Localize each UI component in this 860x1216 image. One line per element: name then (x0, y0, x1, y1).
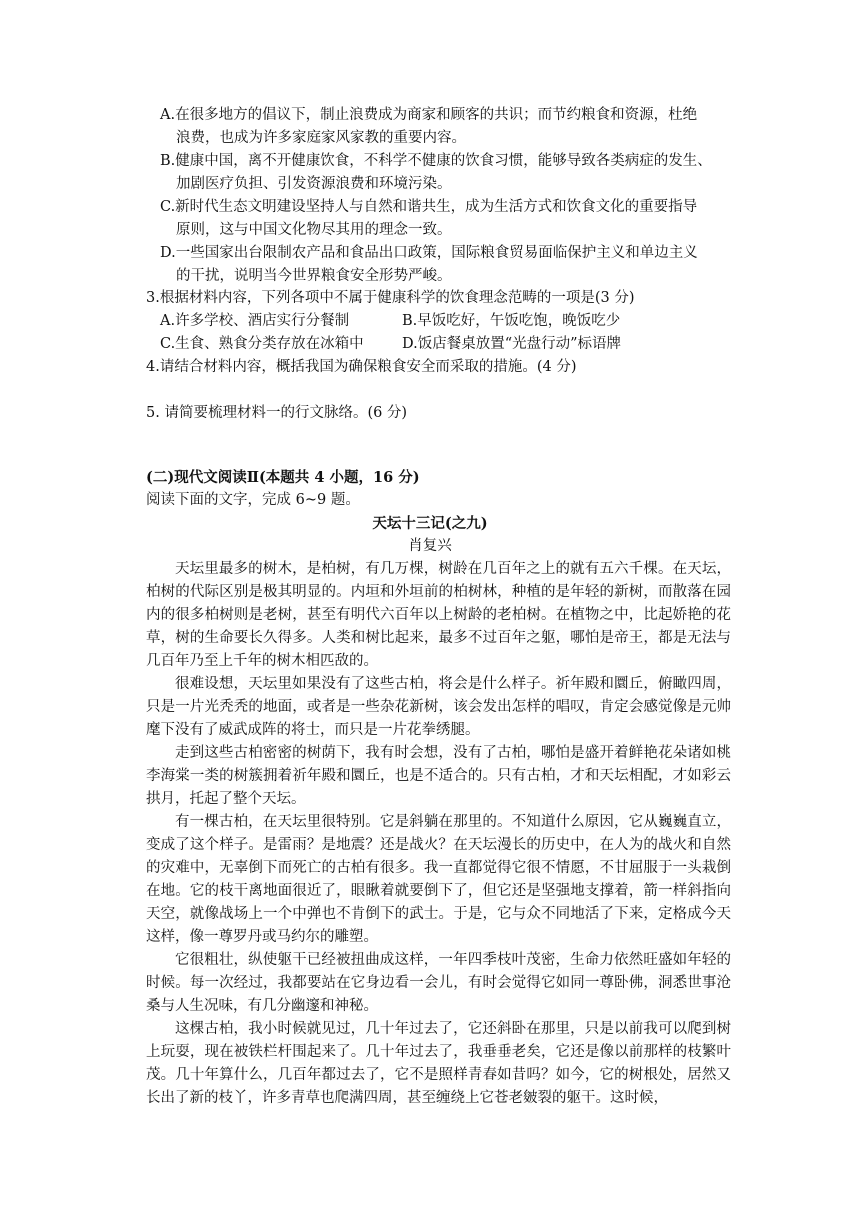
passage-paragraph: 它很粗壮，纵使躯干已经被扭曲成这样，一年四季枝叶茂密，生命力依然旺盛如年轻的时候。每一次经过，我都要站在它身边看一会儿，有时会觉得它如同一尊卧佛，洞悉世事沧桑与人生况味，有几分幽邃和神秘。 (146, 952, 731, 1014)
q2-option-c: C.新时代生态文明建设坚持人与自然和谐共生，成为生活方式和饮食文化的重要指导 原则，这与中国文化物尽其用的理念一致。 (160, 199, 698, 238)
q2-option-b: B.健康中国，离不开健康饮食，不科学不健康的饮食习惯，能够导致各类病症的发生、 加剧医疗负担、引发资源浪费和环境污染。 (160, 153, 712, 192)
q3-option-a: A.许多学校、酒店实行分餐制 (160, 313, 350, 329)
passage-paragraph: 这棵古柏，我小时候就见过，几十年过去了，它还斜卧在那里，只是以前我可以爬到树上玩耍，现在被铁栏杆围起来了。几十年过去了，我垂垂老矣，它还是像以前那样的枝繁叶茂。几十年算什么，几百年都过去了，它不是照样青春如昔吗？如今，它的树根处，居然又长出了新的枝丫，许多青草也爬满四周，甚至缠绕上它苍老皴裂的躯干。这时候， (146, 1021, 731, 1106)
q4-stem: 4.请结合材料内容，概括我国为确保粮食安全而采取的措施。(4 分) (146, 359, 577, 375)
passage-title: 天坛十三记(之九) (372, 515, 488, 532)
section-heading: (二)现代文阅读Ⅱ(本题共 4 小题，16 分) (146, 469, 420, 486)
q2-option-d: D.一些国家出台限制农产品和食品出口政策，国际粮食贸易面临保护主义和单边主义 的干扰，说明当今世界粮食安全形势严峻。 (160, 245, 698, 284)
section-instruction: 阅读下面的文字，完成 6~9 题。 (146, 492, 360, 508)
passage-paragraph: 很难设想，天坛里如果没有了这些古柏，将会是什么样子。祈年殿和圜丘，俯瞰四周，只是一片光秃秃的地面，或者是一些杂花新树，该会发出怎样的唱叹，肯定会感觉像是元帅麾下没有了威武成阵的将士，而只是一片花拳绣腿。 (146, 676, 731, 738)
passage-author: 肖复兴 (408, 538, 452, 554)
passage-paragraph: 天坛里最多的树木，是柏树，有几万棵，树龄在几百年之上的就有五六千棵。在天坛，柏树的代际区别是极其明显的。内垣和外垣前的柏树林，种植的是年轻的新树，而散落在园内的很多柏树则是老树，甚至有明代六百年以上树龄的老柏树。在植物之中，比起娇艳的花草，树的生命要长久得多。人类和树比起来，最多不过百年之躯，哪怕是帝王，都是无法与几百年乃至上千年的树木相匹敌的。 (146, 561, 731, 669)
q3-option-b: B.早饭吃好，午饭吃饱，晚饭吃少 (402, 313, 621, 329)
q5-stem: 5. 请简要梳理材料一的行文脉络。(6 分) (146, 405, 408, 421)
passage-paragraph: 有一棵古柏，在天坛里很特别。它是斜躺在那里的。不知道什么原因，它从巍巍直立，变成了这个样子。是雷雨？是地震？还是战火？在天坛漫长的历史中，在人为的战火和自然的灾难中，无辜倒下而死亡的古柏有很多。我一直都觉得它很不情愿，不甘屈服于一头栽倒在地。它的枝干离地面很近了，眼瞅着就要倒下了，但它还是坚强地支撑着，箭一样斜指向天空，就像战场上一个中弹也不肯倒下的武士。于是，它与众不同地活了下来，定格成今天这样，像一尊罗丹或马约尔的雕塑。 (146, 814, 731, 945)
passage-paragraph: 走到这些古柏密密的树荫下，我有时会想，没有了古柏，哪怕是盛开着鲜艳花朵诸如桃李海棠一类的树簇拥着祈年殿和圜丘，也是不适合的。只有古柏，才和天坛相配，才如彩云拱月，托起了整个天坛。 (146, 745, 731, 807)
q3-stem: 3.根据材料内容，下列各项中不属于健康科学的饮食理念范畴的一项是(3 分) (146, 290, 635, 306)
q3-option-c: C.生食、熟食分类存放在冰箱中 (160, 336, 364, 352)
q2-option-a: A.在很多地方的倡议下，制止浪费成为商家和顾客的共识；而节约粮食和资源，杜绝 浪费，也成为许多家庭家风家教的重要内容。 (160, 107, 698, 146)
q3-option-d: D.饭店餐桌放置“光盘行动”标语牌 (402, 336, 622, 352)
